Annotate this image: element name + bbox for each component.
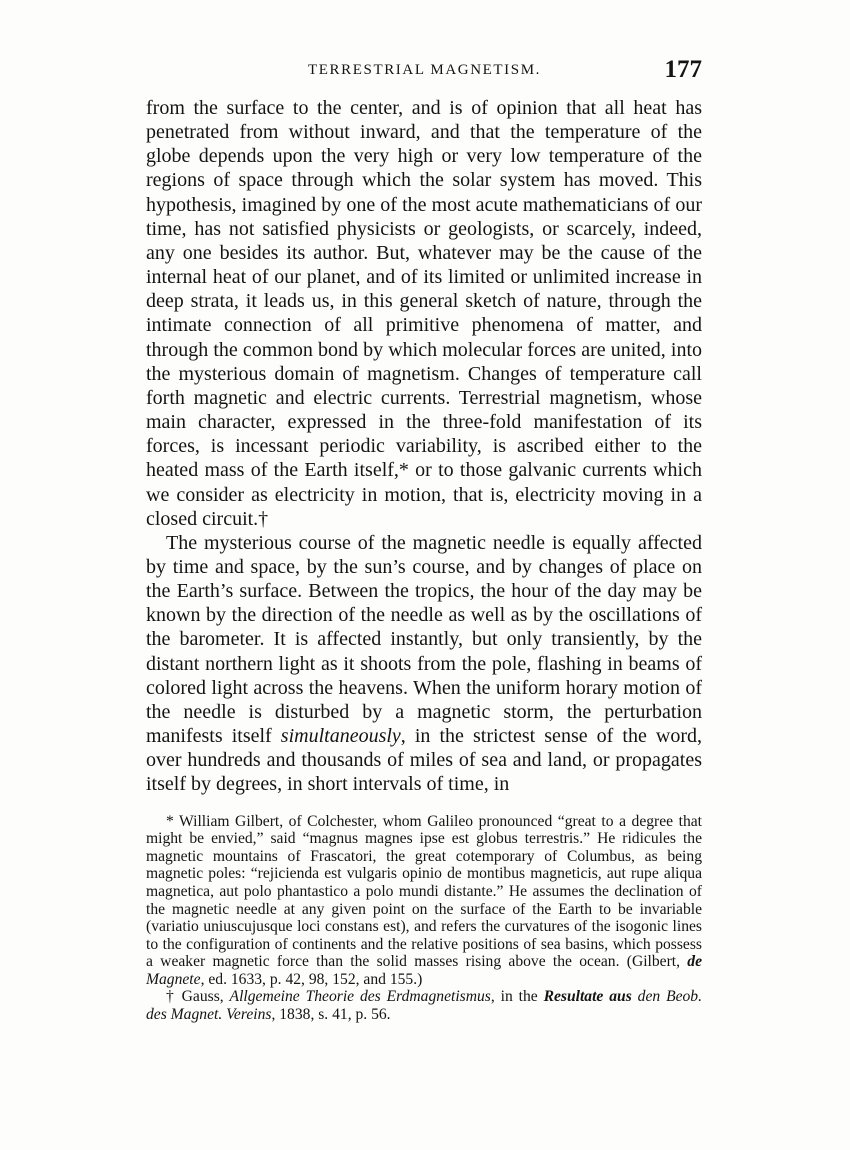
paragraph-2-text-a: The mysterious course of the magnetic needle is equally affected by time and space, by the sun’s course, and by changes of place on the Earth’s surface. Between the tropics, the hour of the day may be known by the direction of the needle as well as by the oscillations of the barometer. It is affected instantly, but only transiently, by the distant northern light as it shoots from the pole, flashing in beams of colored light across the heavens. When the uniform horary motion of the needle is disturbed by a magnetic storm, the perturbation manifests itself bbox=[146, 531, 702, 748]
emphasis-simultaneously: simultaneously bbox=[280, 725, 401, 748]
page-number: 177 bbox=[664, 56, 702, 83]
footnote-gauss bbox=[146, 988, 702, 1023]
footnote-gauss-resultate: Resultate aus bbox=[543, 988, 632, 1006]
book-page bbox=[146, 56, 703, 1024]
footnote-gauss-citation: , 1838, s. 41, p. 56. bbox=[271, 1006, 391, 1024]
paragraph-1: from the surface to the center, and is of opinion that all heat has penetrated from without inward, and that the temperature of the globe depends upon the very high or very low temperature of the regions of space through which the solar system has moved. This hypothesis, imagined by one of the most acute mathematicians of our time, has not satisfied physicists or geologists, or scarcely, indeed, any one besides its author. But, whatever may be the cause of the internal heat of our planet, and of its limited or unlimited increase in deep strata, it leads us, in this general sketch of nature, through the intimate connection of all primitive phenomena of matter, and through the common bond by which molecular forces are united, into the mysterious domain of magnetism. Changes of temperature call forth magnetic and electric currents. Terrestrial magnetism, whose main character, expressed in the three-fold manifestation of its forces, is incessant periodic variability, is ascribed either to the heated mass of the Earth itself,* or to those galvanic currents which we consider as electricity in motion, that is, electricity moving in a closed circuit.† bbox=[146, 97, 702, 530]
running-title: TERRESTRIAL MAGNETISM. bbox=[308, 62, 541, 78]
footnote-gilbert bbox=[146, 813, 702, 989]
footnote-gauss-title: Allgemeine Theorie des Erdmagnetismus bbox=[229, 988, 491, 1006]
footnote-gauss-author: † Gauss, bbox=[166, 988, 230, 1006]
footnote-gilbert-edition: , ed. 1633, p. 42, 98, 152, and 155.) bbox=[200, 970, 423, 988]
footnote-gilbert-magnete: Magnete bbox=[146, 970, 201, 988]
footnote-gilbert-text: * William Gilbert, of Colchester, whom Galileo pronounced “great to a degree that might be envied,” said “magnus magnes ipse est globus terrestris.” He ridicules the magnetic mountains of Frascatori, the great cotemporary of Columbus, as being magnetic poles: “rejicienda est vulgaris opinio de montibus magneticis, aut rupe aliqua magnetica, aut polo phantastico a polo mundi distante.” He assumes the declination of the magnetic needle at any given point on the surface of the Earth to be invariable (variatio uniuscujusque loci constans est), and refers the curvatures of the isogonic lines to the configuration of continents and the relative positions of sea basins, which possess a weaker magnetic force than the solid masses rising above the ocean. (Gilbert, bbox=[146, 812, 702, 971]
paragraph-2-text-b: , in the strictest sense of the word, over hundreds and thousands of miles of sea and land, or propagates itself by degrees, in short intervals of time, in bbox=[146, 725, 703, 796]
paragraph-2 bbox=[146, 531, 702, 797]
footnote-gauss-connector: , in the bbox=[490, 988, 544, 1006]
footnotes bbox=[146, 813, 702, 1024]
page-header bbox=[146, 56, 702, 90]
footnote-gilbert-de: de bbox=[687, 953, 702, 971]
footnote-gauss-beob: den Beob. des Magnet. Vereins bbox=[146, 988, 703, 1024]
body-text bbox=[146, 96, 702, 797]
